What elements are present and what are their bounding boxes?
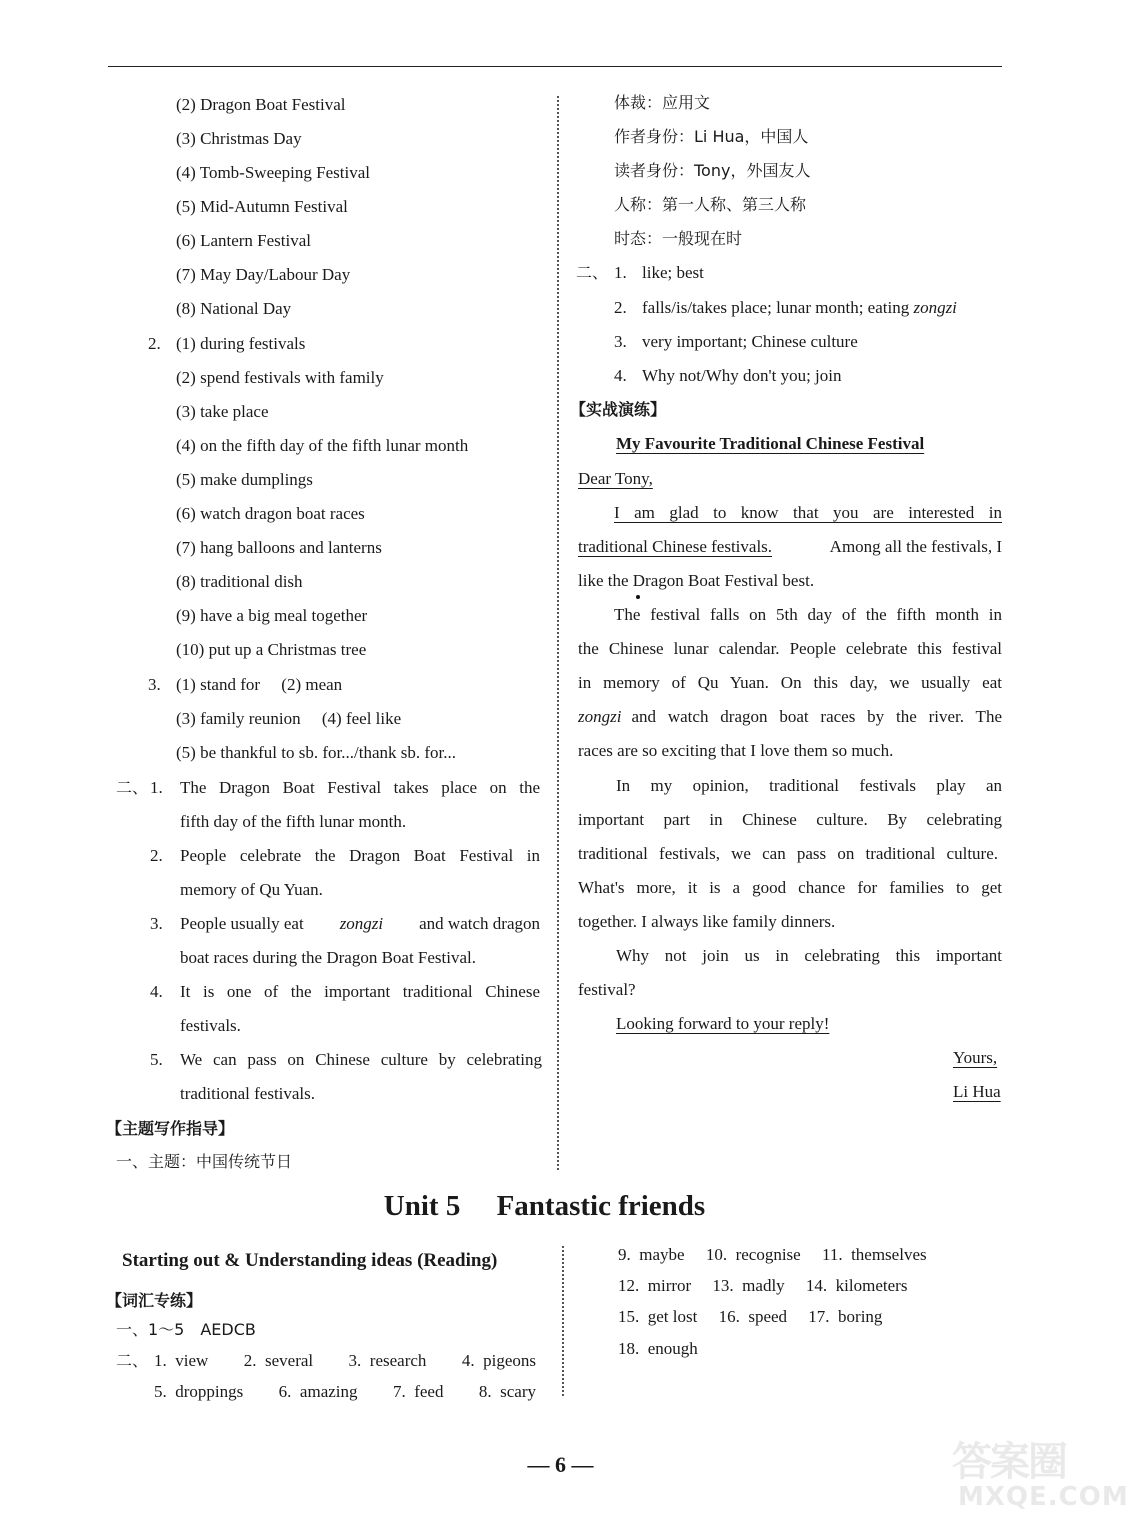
phrase-item: (8) traditional dish	[176, 572, 303, 591]
sentence-italic: zongzi	[339, 914, 384, 933]
phrase-item: (10) put up a Christmas tree	[176, 640, 367, 659]
topic-line: 一、主题：中国传统节日	[116, 1152, 293, 1171]
essay-line: important part in Chinese culture. By celebrating	[578, 810, 1002, 829]
essay-line: traditional festivals, we can pass on traditional culture.	[578, 844, 998, 863]
watermark-url: MXQE.COM	[958, 1482, 1129, 1512]
essay-line	[578, 706, 1002, 728]
festival-item: (6) Lantern Festival	[176, 231, 312, 250]
vocab-heading: 【词汇专练】	[106, 1291, 203, 1310]
sentence-line: festivals.	[180, 1016, 241, 1035]
section-marker: 二、	[116, 1351, 149, 1370]
essay-line: I am glad to know that you are interested in	[614, 503, 1002, 522]
info-line: 体裁：应用文	[614, 93, 711, 112]
sentence-number: 5.	[150, 1050, 163, 1069]
essay-line: festival?	[578, 980, 636, 999]
guide-heading: 【主题写作指导】	[106, 1119, 235, 1138]
vocab-line: 12. mirror 13. madly 14. kilometers	[618, 1276, 908, 1295]
sentence-line	[180, 913, 540, 935]
sentence-line: traditional festivals.	[180, 1084, 316, 1103]
answer-number: 2.	[614, 298, 627, 317]
essay-line: In my opinion, traditional festivals play an	[616, 776, 1002, 795]
sentence-line: It is one of the important traditional Chinese	[180, 982, 540, 1001]
festival-item: (2) Dragon Boat Festival	[176, 95, 346, 114]
essay-line: The festival falls on 5th day of the fifth month in	[614, 605, 1002, 624]
sentence-line: People celebrate the Dragon Boat Festival in	[180, 846, 540, 865]
sentence-text: People usually eat	[180, 914, 304, 933]
vocab-line: 一、1～5 AEDCB	[116, 1320, 256, 1339]
essay-line: What's more, it is a good chance for families to get	[578, 878, 1002, 897]
answer-line	[642, 297, 957, 319]
phrase-item: (9) have a big meal together	[176, 606, 368, 625]
essay-title: My Favourite Traditional Chinese Festival	[616, 434, 925, 453]
essay-line: together. I always like family dinners.	[578, 912, 836, 931]
essay-line	[578, 536, 1002, 558]
vocab-line: 5. droppings 6. amazing 7. feed 8. scary	[154, 1382, 536, 1401]
column-divider	[557, 96, 559, 1170]
info-line: 作者身份：Li Hua，中国人	[614, 127, 809, 146]
phrase-item: (3) take place	[176, 402, 269, 421]
festival-item: (8) National Day	[176, 299, 292, 318]
phrases-number: 2.	[148, 334, 161, 353]
sentence-line: boat races during the Dragon Boat Festival.	[180, 948, 477, 967]
sentence-line: The Dragon Boat Festival takes place on the	[180, 778, 540, 797]
essay-line: like the Dragon Boat Festival best.	[578, 571, 815, 590]
unit-title: Unit 5 Fantastic friends	[383, 1190, 706, 1222]
sentence-number: 3.	[150, 914, 163, 933]
closing-line: Looking forward to your reply!	[616, 1014, 830, 1033]
essay-line: in memory of Qu Yuan. On this day, we usually eat	[578, 673, 1002, 692]
sentence-line: fifth day of the fifth lunar month.	[180, 812, 407, 831]
info-line: 人称：第一人称、第三人称	[614, 195, 807, 214]
vocab-line: 9. maybe 10. recognise 11. themselves	[618, 1245, 927, 1264]
section-marker: 二、	[576, 263, 609, 282]
essay-line: races are so exciting that I love them so much.	[578, 741, 894, 760]
signature-name: Li Hua	[953, 1082, 1001, 1101]
answer-text: Why not/Why don't you; join	[642, 366, 842, 385]
essay-text: Among all the festivals, I	[829, 537, 1002, 556]
greeting: Dear Tony,	[578, 469, 653, 488]
answer-text: very important; Chinese culture	[642, 332, 858, 351]
phrase-item: (5) make dumplings	[176, 470, 313, 489]
phrase-item: (4) on the fifth day of the fifth lunar month	[176, 436, 469, 455]
vocab-line: 15. get lost 16. speed 17. boring	[618, 1307, 883, 1326]
emphasis-dot	[636, 595, 640, 599]
sentence-line: We can pass on Chinese culture by celebrating	[180, 1050, 542, 1069]
festival-item: (7) May Day/Labour Day	[176, 265, 351, 284]
essay-italic: zongzi	[578, 707, 622, 726]
answer-italic: zongzi	[913, 298, 957, 317]
top-rule	[108, 66, 1002, 67]
sentence-number: 4.	[150, 982, 163, 1001]
phrase-item: (1) during festivals	[176, 334, 306, 353]
answer-text: falls/is/takes place; lunar month; eating	[642, 298, 910, 317]
practice-heading: 【实战演练】	[570, 400, 667, 419]
festival-item: (4) Tomb-Sweeping Festival	[176, 163, 370, 182]
essay-text: and watch dragon boat races by the river. The	[631, 707, 1002, 726]
answer-text: like; best	[642, 263, 704, 282]
info-line: 时态：一般现在时	[614, 229, 743, 248]
watermark-text: 答案圈	[952, 1439, 1066, 1485]
essay-line: Why not join us in celebrating this important	[616, 946, 1002, 965]
words-number: 3.	[148, 675, 161, 694]
sentence-number: 2.	[150, 846, 163, 865]
festival-item: (3) Christmas Day	[176, 129, 302, 148]
festival-item: (5) Mid-Autumn Festival	[176, 197, 348, 216]
sentence-line: memory of Qu Yuan.	[180, 880, 323, 899]
answer-number: 3.	[614, 332, 627, 351]
vocab-line: 1. view 2. several 3. research 4. pigeons	[154, 1351, 536, 1370]
essay-underlined: traditional Chinese festivals.	[578, 537, 773, 556]
word-item: (5) be thankful to sb. for.../thank sb. for...	[176, 743, 456, 762]
phrase-item: (2) spend festivals with family	[176, 368, 384, 387]
section-marker: 二、	[116, 778, 149, 797]
watermark-logo	[952, 1428, 1129, 1528]
essay-line: the Chinese lunar calendar. People celebrate this festival	[578, 639, 1002, 658]
word-item: (1) stand for (2) mean	[176, 675, 343, 694]
column-divider-bottom	[562, 1246, 564, 1396]
section-heading: Starting out & Understanding ideas (Reading)	[122, 1250, 498, 1271]
phrase-item: (7) hang balloons and lanterns	[176, 538, 382, 557]
phrase-item: (6) watch dragon boat races	[176, 504, 365, 523]
answer-number: 4.	[614, 366, 627, 385]
info-line: 读者身份：Tony，外国友人	[614, 161, 811, 180]
word-item: (3) family reunion (4) feel like	[176, 709, 402, 728]
signoff: Yours,	[953, 1048, 998, 1067]
page-number: — 6 —	[527, 1452, 594, 1477]
sentence-number: 1.	[150, 778, 163, 797]
sentence-text: and watch dragon	[419, 914, 540, 933]
answer-number: 1.	[614, 263, 627, 282]
vocab-line: 18. enough	[618, 1339, 698, 1358]
